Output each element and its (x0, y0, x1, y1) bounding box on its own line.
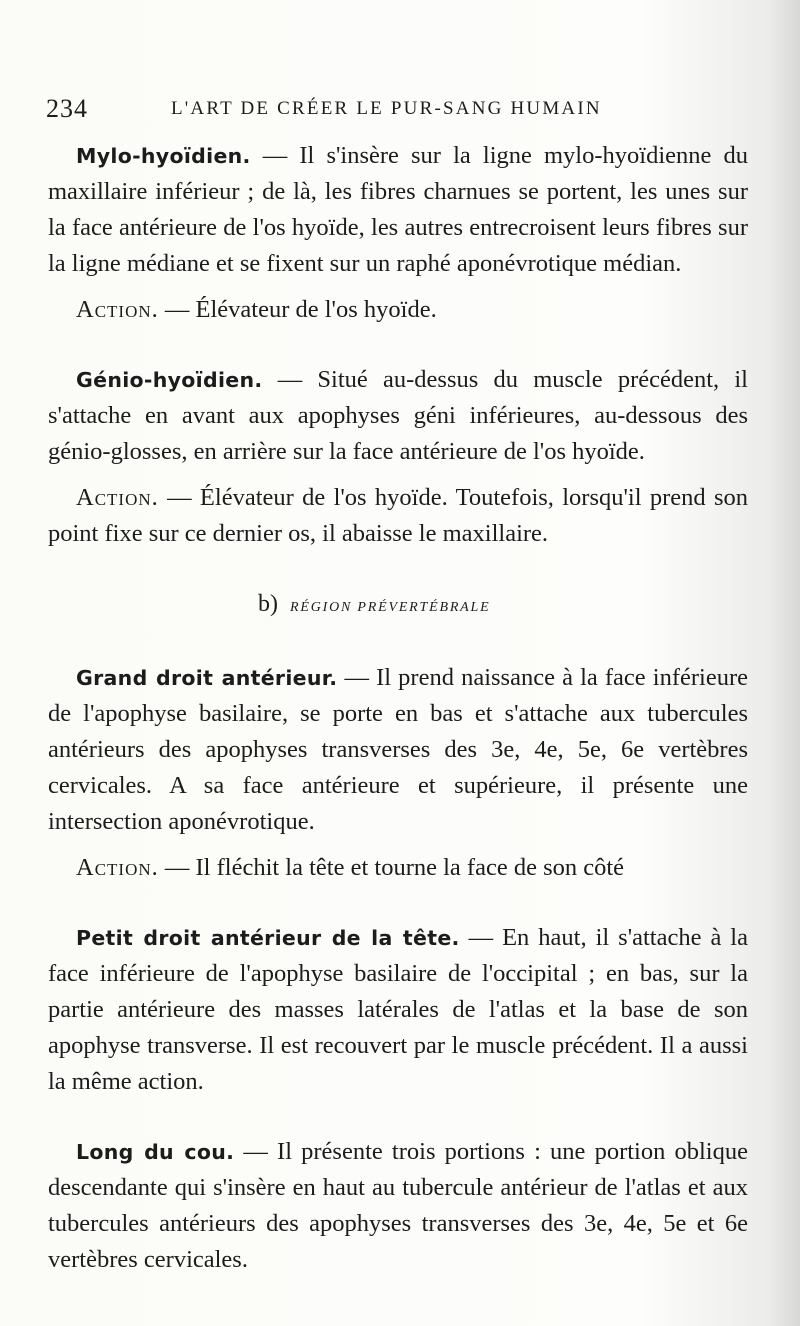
term-grand-droit-anterieur: Grand droit antérieur. (76, 666, 338, 690)
action-text: — Élévateur de l'os hyoïde. (158, 296, 437, 323)
text-grand-droit-anterieur: — Il prend naissance à la face inférieure de l'apophyse basilaire, se porte en bas et s'attache aux tubercules antérieurs des apophyses transverses des 3e, 4e, 5e, 6e vertèbres cervicales. A sa face antérieure et supérieure, il présente une intersection aponévrotique. (48, 664, 748, 835)
text-long-du-cou: — Il présente trois portions : une portion oblique descendante qui s'insère en haut au tubercule antérieur de l'atlas et aux tubercules antérieurs des apophyses transverses des 3e, 4e, 5e et 6e vertèbres cervicales. (48, 1138, 748, 1273)
action-mylo-hyoidien (48, 292, 748, 328)
term-mylo-hyoidien: Mylo-hyoïdien. (76, 144, 251, 168)
paragraph-grand-droit-anterieur (48, 660, 748, 840)
action-label: Action. (76, 484, 159, 511)
page-content (48, 138, 748, 1278)
action-text: — Il fléchit la tête et tourne la face de son côté (158, 854, 625, 881)
paragraph-mylo-hyoidien (48, 138, 748, 282)
action-genio-hyoidien (48, 480, 748, 552)
page-number: 234 (46, 94, 88, 123)
term-genio-hyoidien: Génio-hyoïdien. (76, 368, 263, 392)
action-label: Action. (76, 854, 159, 881)
paragraph-petit-droit-anterieur (48, 920, 748, 1100)
paragraph-genio-hyoidien (48, 362, 748, 470)
section-title: RÉGION PRÉVERTÉBRALE (290, 600, 491, 615)
section-heading (258, 586, 748, 626)
action-label: Action. (76, 296, 159, 323)
term-long-du-cou: Long du cou. (76, 1140, 235, 1164)
text-genio-hyoidien: — Situé au-dessus du muscle précédent, il s'attache en avant aux apophyses géni inférieures, au-dessous des génio-glosses, en arrière sur la face antérieure de l'os hyoïde. (48, 366, 748, 465)
term-petit-droit-anterieur: Petit droit antérieur de la tête. (76, 926, 460, 950)
text-petit-droit-anterieur: — En haut, il s'attache à la face inférieure de l'apophyse basilaire de l'occipital ; en bas, sur la partie antérieure des masses latérales de l'atlas et la base de son apophyse transverse. Il est recouvert par le muscle précédent. Il a aussi la même action. (48, 924, 748, 1095)
paragraph-long-du-cou (48, 1134, 748, 1278)
section-letter: b) (258, 591, 278, 617)
action-text: — Élévateur de l'os hyoïde. Toutefois, lorsqu'il prend son point fixe sur ce dernier os, il abaisse le maxillaire. (48, 484, 748, 547)
running-title: L'ART DE CRÉER LE PUR-SANG HUMAIN (171, 98, 602, 119)
action-grand-droit-anterieur (48, 850, 748, 886)
page-header (46, 94, 746, 124)
text-mylo-hyoidien: — Il s'insère sur la ligne mylo-hyoïdienne du maxillaire inférieur ; de là, les fibres charnues se portent, les unes sur la face antérieure de l'os hyoïde, les autres entrecroisent leurs fibres sur la ligne médiane et se fixent sur un raphé aponévrotique médian. (48, 142, 748, 277)
